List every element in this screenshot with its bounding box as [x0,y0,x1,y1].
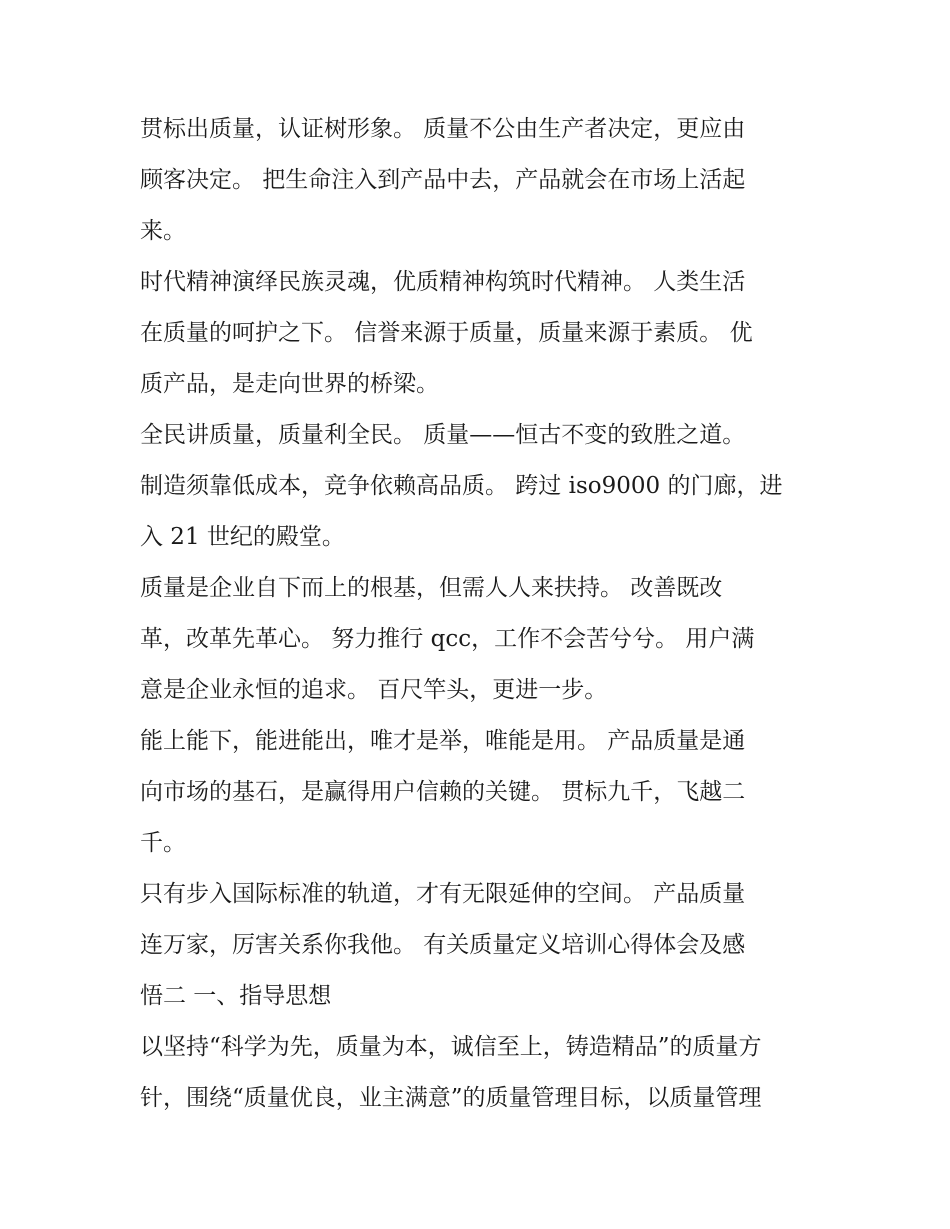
paragraph [140,257,820,410]
paragraph [140,410,820,563]
text-line: 能上能下，能进能出，唯才是举，唯能是用。 产品质量是通 [140,728,746,754]
text-line: 针，围绕“质量优良，业主满意”的质量管理目标，以质量管理 [140,1085,762,1111]
paragraph [140,1022,820,1124]
document-body [140,104,820,1124]
paragraph [140,869,820,1022]
text-line: 以坚持“科学为先，质量为本，诚信至上，铸造精品”的质量方 [140,1034,762,1060]
text-line: 来。 [140,218,186,244]
text-line: 全民讲质量，质量利全民。 质量——恒古不变的致胜之道。 [140,422,746,448]
text-line: 时代精神演绎民族灵魂，优质精神构筑时代精神。 人类生活 [140,269,746,295]
paragraph [140,563,820,716]
text-line: 顾客决定。 把生命注入到产品中去，产品就会在市场上活起 [140,167,746,193]
text-line: 悟二 一、指导思想 [140,983,332,1009]
text-line: 只有步入国际标准的轨道，才有无限延伸的空间。 产品质量 [140,881,746,907]
text-line: 意是企业永恒的追求。 百尺竿头，更进一步。 [140,677,608,703]
text-line: 向市场的基石，是赢得用户信赖的关键。 贯标九千，飞越二 [140,779,746,805]
text-line: 质产品，是走向世界的桥梁。 [140,371,439,397]
text-line: 革，改革先革心。 努力推行 qcc，工作不会苦兮兮。 用户满 [140,626,755,652]
paragraph [140,104,820,257]
text-line: 入 21 世纪的殿堂。 [140,524,345,550]
text-line: 贯标出质量，认证树形象。 质量不公由生产者决定，更应由 [140,116,746,142]
text-line: 连万家，厉害关系你我他。 有关质量定义培训心得体会及感 [140,932,746,958]
text-line: 制造须靠低成本，竞争依赖高品质。 跨过 iso9000 的门廊，进 [140,473,783,499]
text-line: 在质量的呵护之下。 信誉来源于质量，质量来源于素质。 优 [140,320,753,346]
text-line: 质量是企业自下而上的根基，但需人人来扶持。 改善既改 [140,575,723,601]
paragraph [140,716,820,869]
text-line: 千。 [140,830,186,856]
